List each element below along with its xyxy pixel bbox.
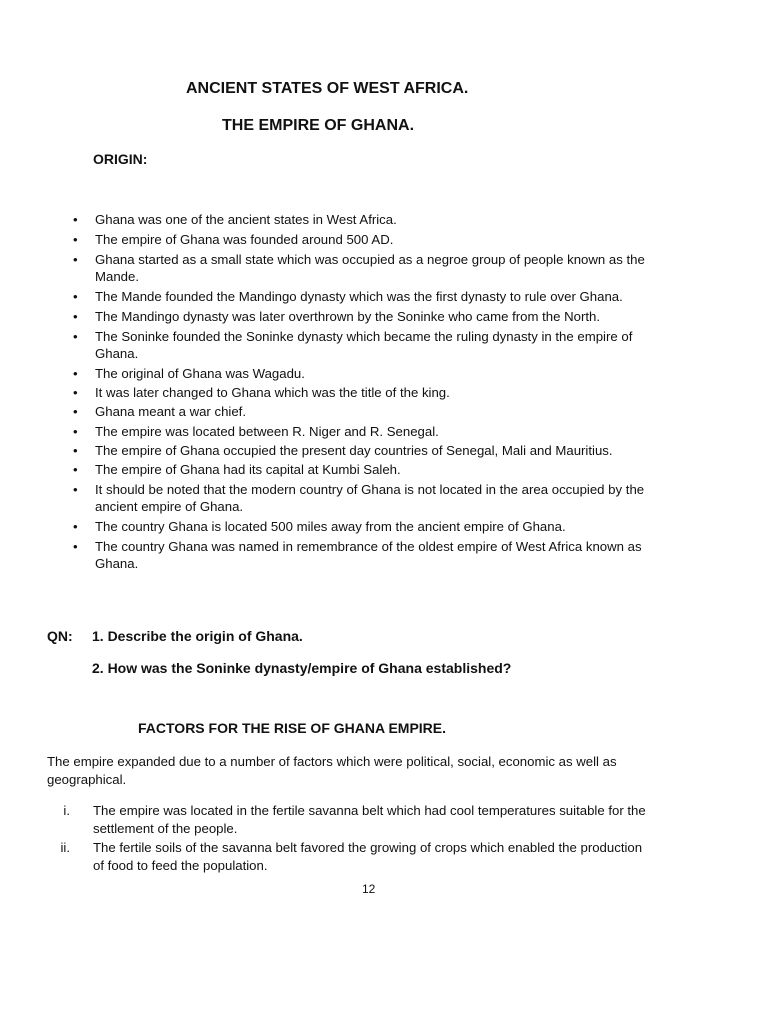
factors-numbered-list — [40, 802, 650, 876]
list-item: • It was later changed to Ghana which was the title of the king. — [72, 384, 692, 401]
list-item — [40, 802, 650, 838]
list-item: • Ghana meant a war chief. — [72, 403, 692, 420]
list-item — [40, 839, 650, 875]
list-item: • It should be noted that the modern country of Ghana is not located in the area occupied by the ancient empire of Ghana. — [72, 481, 655, 515]
list-item-text: The fertile soils of the savanna belt favored the growing of crops which enabled the production of food to feed the population. — [93, 840, 643, 873]
questions-label: QN: — [47, 628, 73, 644]
question-1: 1. Describe the origin of Ghana. — [92, 628, 303, 644]
page-number: 12 — [362, 882, 376, 896]
section-heading-origin: ORIGIN: — [93, 151, 148, 167]
section-heading-factors: FACTORS FOR THE RISE OF GHANA EMPIRE. — [138, 720, 447, 736]
list-item-number: i. — [63, 803, 70, 818]
list-item: • The country Ghana was named in remembrance of the oldest empire of West Africa known as Ghana. — [72, 538, 665, 572]
list-item: • The country Ghana is located 500 miles away from the ancient empire of Ghana. — [72, 518, 692, 535]
list-item: • The empire of Ghana had its capital at Kumbi Saleh. — [72, 461, 692, 478]
list-item: • The original of Ghana was Wagadu. — [72, 365, 692, 382]
list-item: • The Soninke founded the Soninke dynasty which became the ruling dynasty in the empire of Ghana. — [72, 328, 655, 362]
list-item: • Ghana started as a small state which was occupied as a negroe group of people known as the Mande. — [72, 251, 655, 285]
list-item-text: The empire was located in the fertile savanna belt which had cool temperatures suitable for the settlement of the people. — [93, 803, 646, 836]
question-2: 2. How was the Soninke dynasty/empire of Ghana established? — [92, 660, 512, 676]
list-item: • The Mande founded the Mandingo dynasty which was the first dynasty to rule over Ghana. — [72, 288, 692, 305]
page-subtitle: THE EMPIRE OF GHANA. — [222, 117, 415, 134]
origin-bullet-list — [72, 211, 692, 575]
list-item-number: ii. — [60, 840, 70, 855]
list-item: • The empire was located between R. Niger and R. Senegal. — [72, 423, 692, 440]
list-item: • The empire of Ghana occupied the present day countries of Senegal, Mali and Mauritius. — [72, 442, 692, 459]
factors-intro-paragraph: The empire expanded due to a number of factors which were political, social, economic as well as geographical. — [47, 754, 617, 787]
list-item: • The empire of Ghana was founded around 500 AD. — [72, 231, 692, 248]
page-title: ANCIENT STATES OF WEST AFRICA. — [186, 80, 469, 97]
list-item: • Ghana was one of the ancient states in West Africa. — [72, 211, 692, 228]
list-item: • The Mandingo dynasty was later overthrown by the Soninke who came from the North. — [72, 308, 692, 325]
